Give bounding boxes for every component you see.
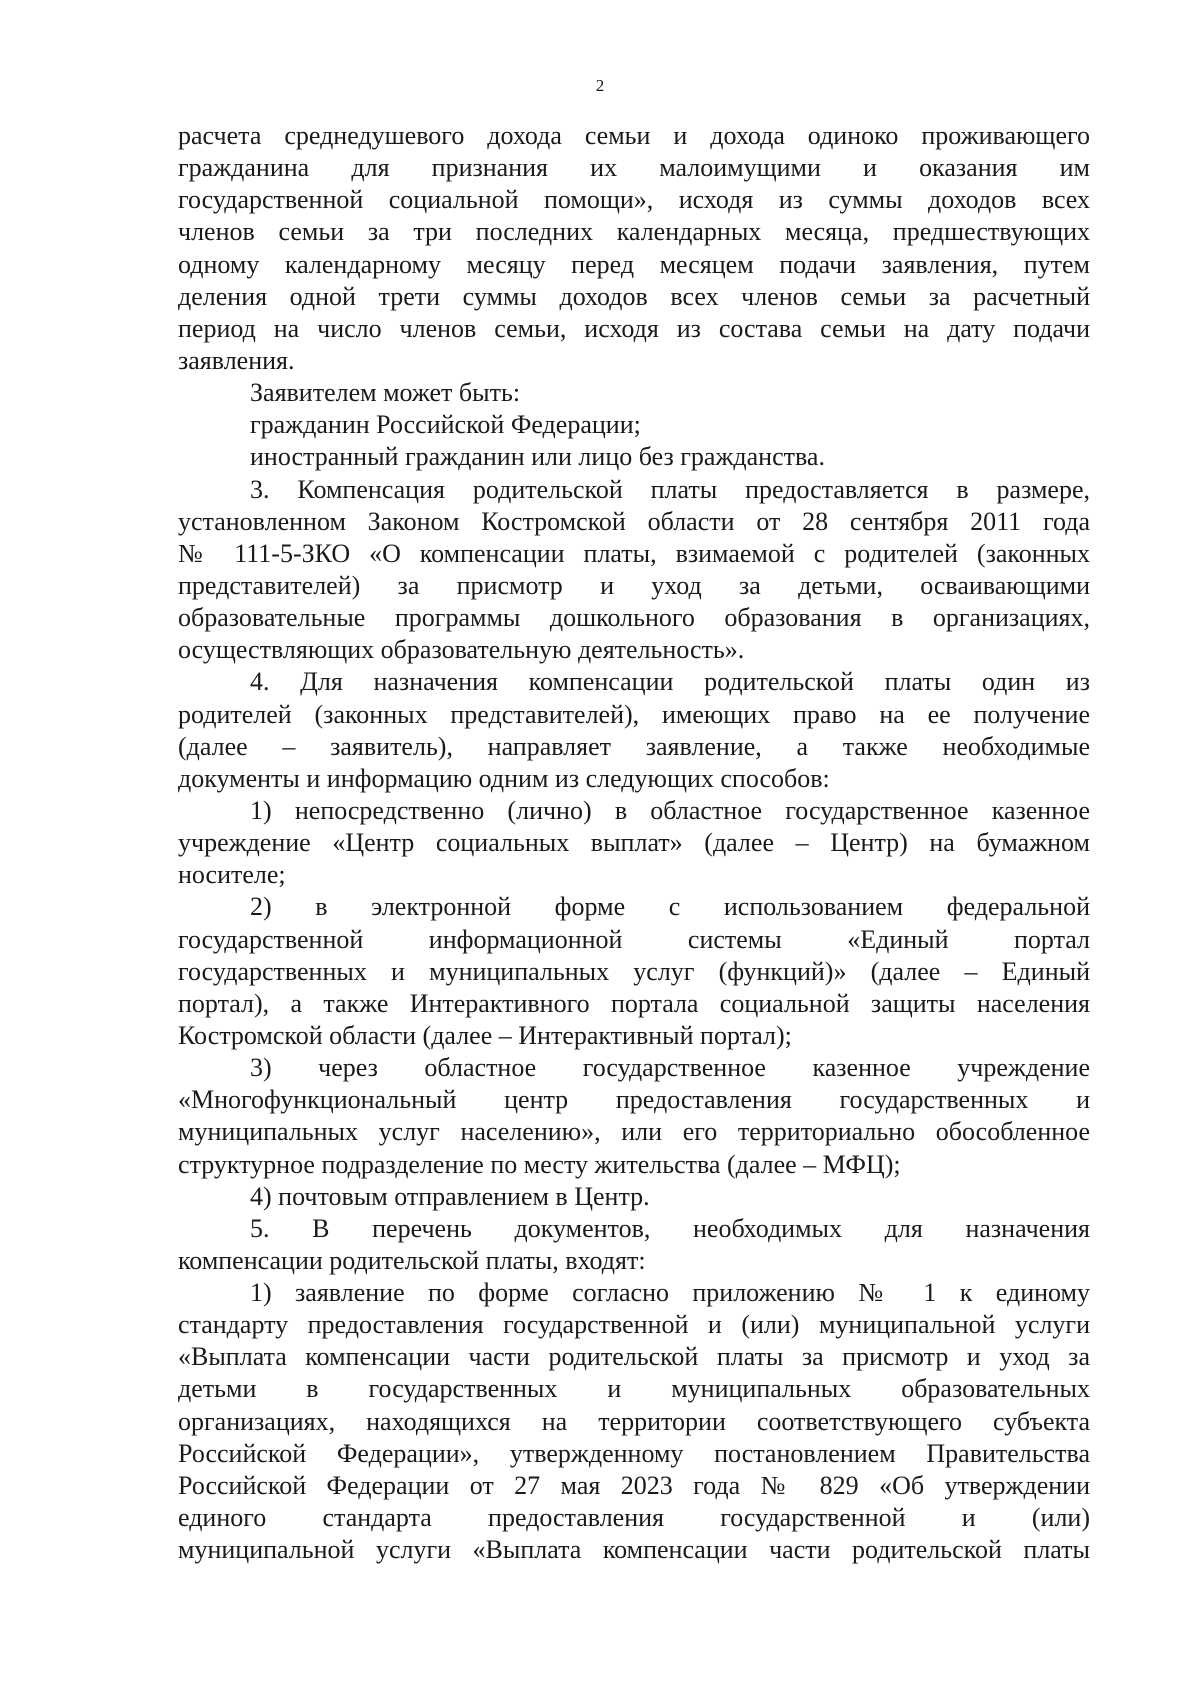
text-line: документы и информацию одним из следующих способов:	[178, 763, 830, 793]
text-line: муниципальной услуги «Выплата компенсации части родительской платы	[178, 1535, 1090, 1565]
text-line: учреждение «Центр социальных выплат» (далее – Центр) на бумажном	[178, 828, 1090, 858]
text-line: организациях, находящихся на территории соответствующего субъекта	[178, 1406, 1090, 1436]
text-line: «Выплата компенсации части родительской платы за присмотр и уход за	[178, 1342, 1090, 1372]
text-line: иностранный гражданин или лицо без гражданства.	[250, 442, 825, 472]
text-line: единого стандарта предоставления государственной и (или)	[178, 1503, 1090, 1533]
document-body	[178, 120, 1090, 1566]
text-line: осуществляющих образовательную деятельность».	[178, 635, 745, 665]
text-line: 1) непосредственно (лично) в областное государственное казенное	[250, 795, 1090, 825]
text-line: гражданина для признания их малоимущими и оказания им	[178, 153, 1090, 183]
text-line: образовательные программы дошкольного образования в организациях,	[178, 603, 1090, 633]
text-line: № 111-5-ЗКО «О компенсации платы, взимаемой с родителей (законных	[178, 538, 1090, 568]
text-line: 4) почтовым отправлением в Центр.	[250, 1181, 650, 1211]
text-line: деления одной трети суммы доходов всех членов семьи за расчетный	[178, 281, 1090, 311]
text-line: гражданин Российской Федерации;	[250, 410, 641, 440]
text-line: государственной социальной помощи», исходя из суммы доходов всех	[178, 185, 1090, 215]
text-line: стандарту предоставления государственной и (или) муниципальной услуги	[178, 1310, 1090, 1340]
text-line: компенсации родительской платы, входят:	[178, 1245, 646, 1275]
text-line: (далее – заявитель), направляет заявление, а также необходимые	[178, 731, 1090, 761]
text-line: детьми в государственных и муниципальных образовательных	[178, 1374, 1090, 1404]
text-line: «Многофункциональный центр предоставления государственных и	[178, 1085, 1090, 1115]
text-line: 2) в электронной форме с использованием федеральной	[250, 892, 1090, 922]
text-line: Российской Федерации», утвержденному постановлением Правительства	[178, 1438, 1090, 1468]
text-line: носителе;	[178, 860, 286, 890]
text-line: государственных и муниципальных услуг (функций)» (далее – Единый	[178, 956, 1090, 986]
text-line: 5. В перечень документов, необходимых для назначения	[250, 1213, 1090, 1243]
text-line: родителей (законных представителей), имеющих право на ее получение	[178, 699, 1090, 729]
text-line: расчета среднедушевого дохода семьи и дохода одиноко проживающего	[178, 121, 1090, 150]
text-line: 4. Для назначения компенсации родительской платы один из	[250, 667, 1090, 697]
text-line: муниципальных услуг населению», или его территориально обособленное	[178, 1117, 1090, 1147]
text-line: портал), а также Интерактивного портала социальной защиты населения	[178, 988, 1090, 1018]
text-line: представителей) за присмотр и уход за детьми, осваивающими	[178, 570, 1090, 600]
text-line: 3) через областное государственное казенное учреждение	[250, 1053, 1090, 1083]
text-line: структурное подразделение по месту жительства (далее – МФЦ);	[178, 1149, 901, 1179]
text-line: государственной информационной системы «Единый портал	[178, 924, 1090, 954]
text-line: 3. Компенсация родительской платы предоставляется в размере,	[250, 474, 1090, 504]
text-line: период на число членов семьи, исходя из состава семьи на дату подачи	[178, 313, 1090, 343]
text-line: Костромской области (далее – Интерактивный портал);	[178, 1020, 792, 1050]
text-line: членов семьи за три последних календарных месяца, предшествующих	[178, 217, 1090, 247]
text-line: Российской Федерации от 27 мая 2023 года № 829 «Об утверждении	[178, 1470, 1090, 1500]
text-line: Заявителем может быть:	[250, 378, 521, 408]
page-number: 2	[595, 76, 605, 95]
text-line: заявления.	[178, 345, 295, 375]
text-line: одному календарному месяцу перед месяцем подачи заявления, путем	[178, 249, 1090, 279]
text-line: установленном Законом Костромской области от 28 сентября 2011 года	[178, 506, 1090, 536]
text-line: 1) заявление по форме согласно приложению № 1 к единому	[250, 1278, 1090, 1308]
